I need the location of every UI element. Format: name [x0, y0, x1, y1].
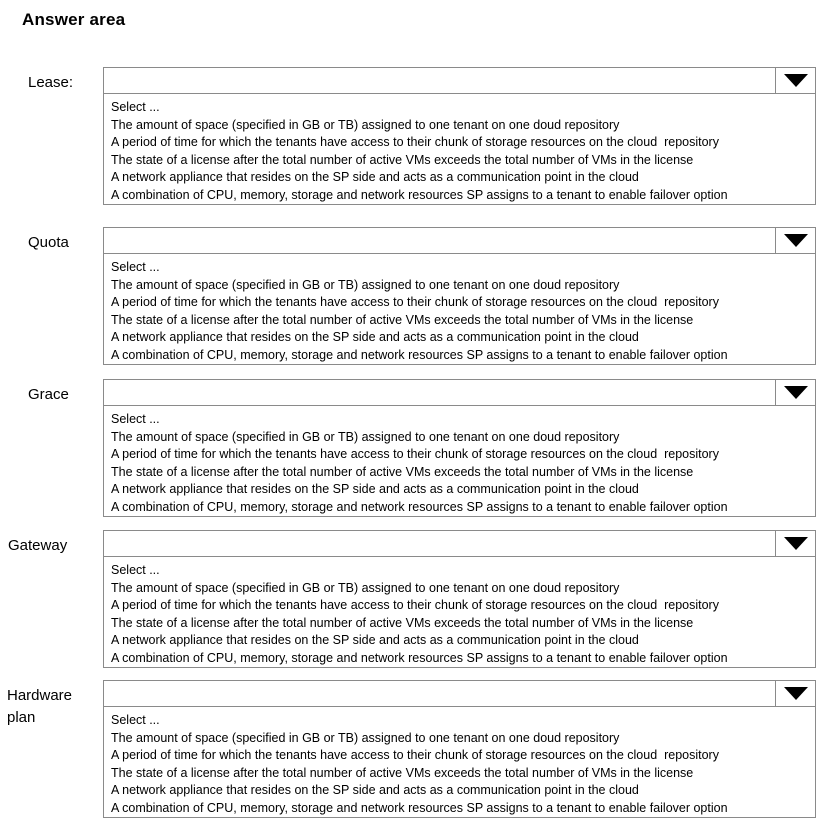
- dropdown-option[interactable]: A combination of CPU, memory, storage and network resources SP assigns to a tenant to enable failover option: [111, 347, 728, 362]
- dropdown-options: [104, 94, 815, 205]
- dropdown-option[interactable]: Select ...: [111, 713, 160, 727]
- dropdown-options: [104, 557, 815, 668]
- dropdown-option[interactable]: A combination of CPU, memory, storage and network resources SP assigns to a tenant to enable failover option: [111, 650, 728, 665]
- dropdown-label: Quota: [28, 234, 69, 251]
- dropdown-value-row[interactable]: [104, 380, 815, 406]
- dropdown-box: [103, 379, 816, 517]
- dropdown-group-lease: [0, 67, 840, 207]
- dropdown-options: [104, 707, 815, 818]
- dropdown-option[interactable]: Select ...: [111, 100, 160, 114]
- dropdown-option[interactable]: The amount of space (specified in GB or TB) assigned to one tenant on one doud repository: [111, 117, 620, 132]
- dropdown-value-row[interactable]: [104, 531, 815, 557]
- dropdown-option[interactable]: A network appliance that resides on the SP side and acts as a communication point in the cloud: [111, 783, 639, 797]
- dropdown-group-quota: [0, 227, 840, 367]
- dropdown-option[interactable]: A period of time for which the tenants have access to their chunk of storage resources on the cloud repository: [111, 295, 719, 309]
- dropdown-option[interactable]: A period of time for which the tenants have access to their chunk of storage resources on the cloud repository: [111, 748, 719, 762]
- dropdown-option[interactable]: The state of a license after the total number of active VMs exceeds the total number of VMs in the license: [111, 765, 694, 780]
- dropdown-option[interactable]: The state of a license after the total number of active VMs exceeds the total number of VMs in the license: [111, 312, 694, 327]
- dropdown-option[interactable]: The amount of space (specified in GB or TB) assigned to one tenant on one doud repository: [111, 730, 620, 745]
- dropdown-label: Grace: [28, 386, 69, 403]
- dropdown-options: [104, 406, 815, 517]
- dropdown-box: [103, 680, 816, 818]
- dropdown-option[interactable]: A combination of CPU, memory, storage and network resources SP assigns to a tenant to enable failover option: [111, 800, 728, 815]
- dropdown-option[interactable]: Select ...: [111, 412, 160, 426]
- dropdown-arrow-button[interactable]: [775, 531, 815, 556]
- dropdown-options: [104, 254, 815, 365]
- dropdown-option[interactable]: A network appliance that resides on the SP side and acts as a communication point in the cloud: [111, 330, 639, 344]
- dropdown-group-hardware-plan: [0, 680, 840, 820]
- dropdown-value-row[interactable]: [104, 681, 815, 707]
- dropdown-group-grace: [0, 379, 840, 519]
- dropdown-arrow-button[interactable]: [775, 228, 815, 253]
- chevron-down-icon: [784, 687, 808, 700]
- dropdown-value-row[interactable]: [104, 228, 815, 254]
- dropdown-option[interactable]: A combination of CPU, memory, storage and network resources SP assigns to a tenant to enable failover option: [111, 499, 728, 514]
- dropdown-option[interactable]: The state of a license after the total number of active VMs exceeds the total number of VMs in the license: [111, 615, 694, 630]
- dropdown-arrow-button[interactable]: [775, 68, 815, 93]
- dropdown-option[interactable]: A network appliance that resides on the SP side and acts as a communication point in the cloud: [111, 482, 639, 496]
- dropdown-option[interactable]: A network appliance that resides on the SP side and acts as a communication point in the cloud: [111, 633, 639, 647]
- dropdown-label: Hardware plan: [7, 687, 73, 726]
- dropdown-value-row[interactable]: [104, 68, 815, 94]
- dropdown-selected-value[interactable]: [104, 531, 775, 556]
- page-title: Answer area: [22, 10, 126, 29]
- dropdown-label: Lease:: [28, 74, 74, 91]
- dropdown-selected-value[interactable]: [104, 228, 775, 253]
- dropdown-arrow-button[interactable]: [775, 681, 815, 706]
- dropdown-selected-value[interactable]: [104, 380, 775, 405]
- dropdown-arrow-button[interactable]: [775, 380, 815, 405]
- dropdown-option[interactable]: A network appliance that resides on the SP side and acts as a communication point in the cloud: [111, 170, 639, 184]
- dropdown-option[interactable]: A period of time for which the tenants have access to their chunk of storage resources on the cloud repository: [111, 135, 719, 149]
- dropdown-box: [103, 530, 816, 668]
- dropdown-option[interactable]: The amount of space (specified in GB or TB) assigned to one tenant on one doud repository: [111, 277, 620, 292]
- dropdown-option[interactable]: The state of a license after the total number of active VMs exceeds the total number of VMs in the license: [111, 152, 694, 167]
- dropdown-option[interactable]: Select ...: [111, 563, 160, 577]
- chevron-down-icon: [784, 74, 808, 87]
- dropdown-selected-value[interactable]: [104, 68, 775, 93]
- dropdown-option[interactable]: The amount of space (specified in GB or TB) assigned to one tenant on one doud repository: [111, 429, 620, 444]
- dropdown-label: Gateway: [8, 537, 68, 554]
- dropdown-selected-value[interactable]: [104, 681, 775, 706]
- dropdown-option[interactable]: Select ...: [111, 260, 160, 274]
- dropdown-option[interactable]: A combination of CPU, memory, storage and network resources SP assigns to a tenant to enable failover option: [111, 187, 728, 202]
- chevron-down-icon: [784, 537, 808, 550]
- dropdown-option[interactable]: A period of time for which the tenants have access to their chunk of storage resources on the cloud repository: [111, 447, 719, 461]
- dropdown-box: [103, 67, 816, 205]
- dropdown-option[interactable]: A period of time for which the tenants have access to their chunk of storage resources on the cloud repository: [111, 598, 719, 612]
- dropdown-option[interactable]: The amount of space (specified in GB or TB) assigned to one tenant on one doud repository: [111, 580, 620, 595]
- chevron-down-icon: [784, 234, 808, 247]
- chevron-down-icon: [784, 386, 808, 399]
- dropdown-box: [103, 227, 816, 365]
- dropdown-option[interactable]: The state of a license after the total number of active VMs exceeds the total number of VMs in the license: [111, 464, 694, 479]
- dropdown-group-gateway: [0, 530, 840, 670]
